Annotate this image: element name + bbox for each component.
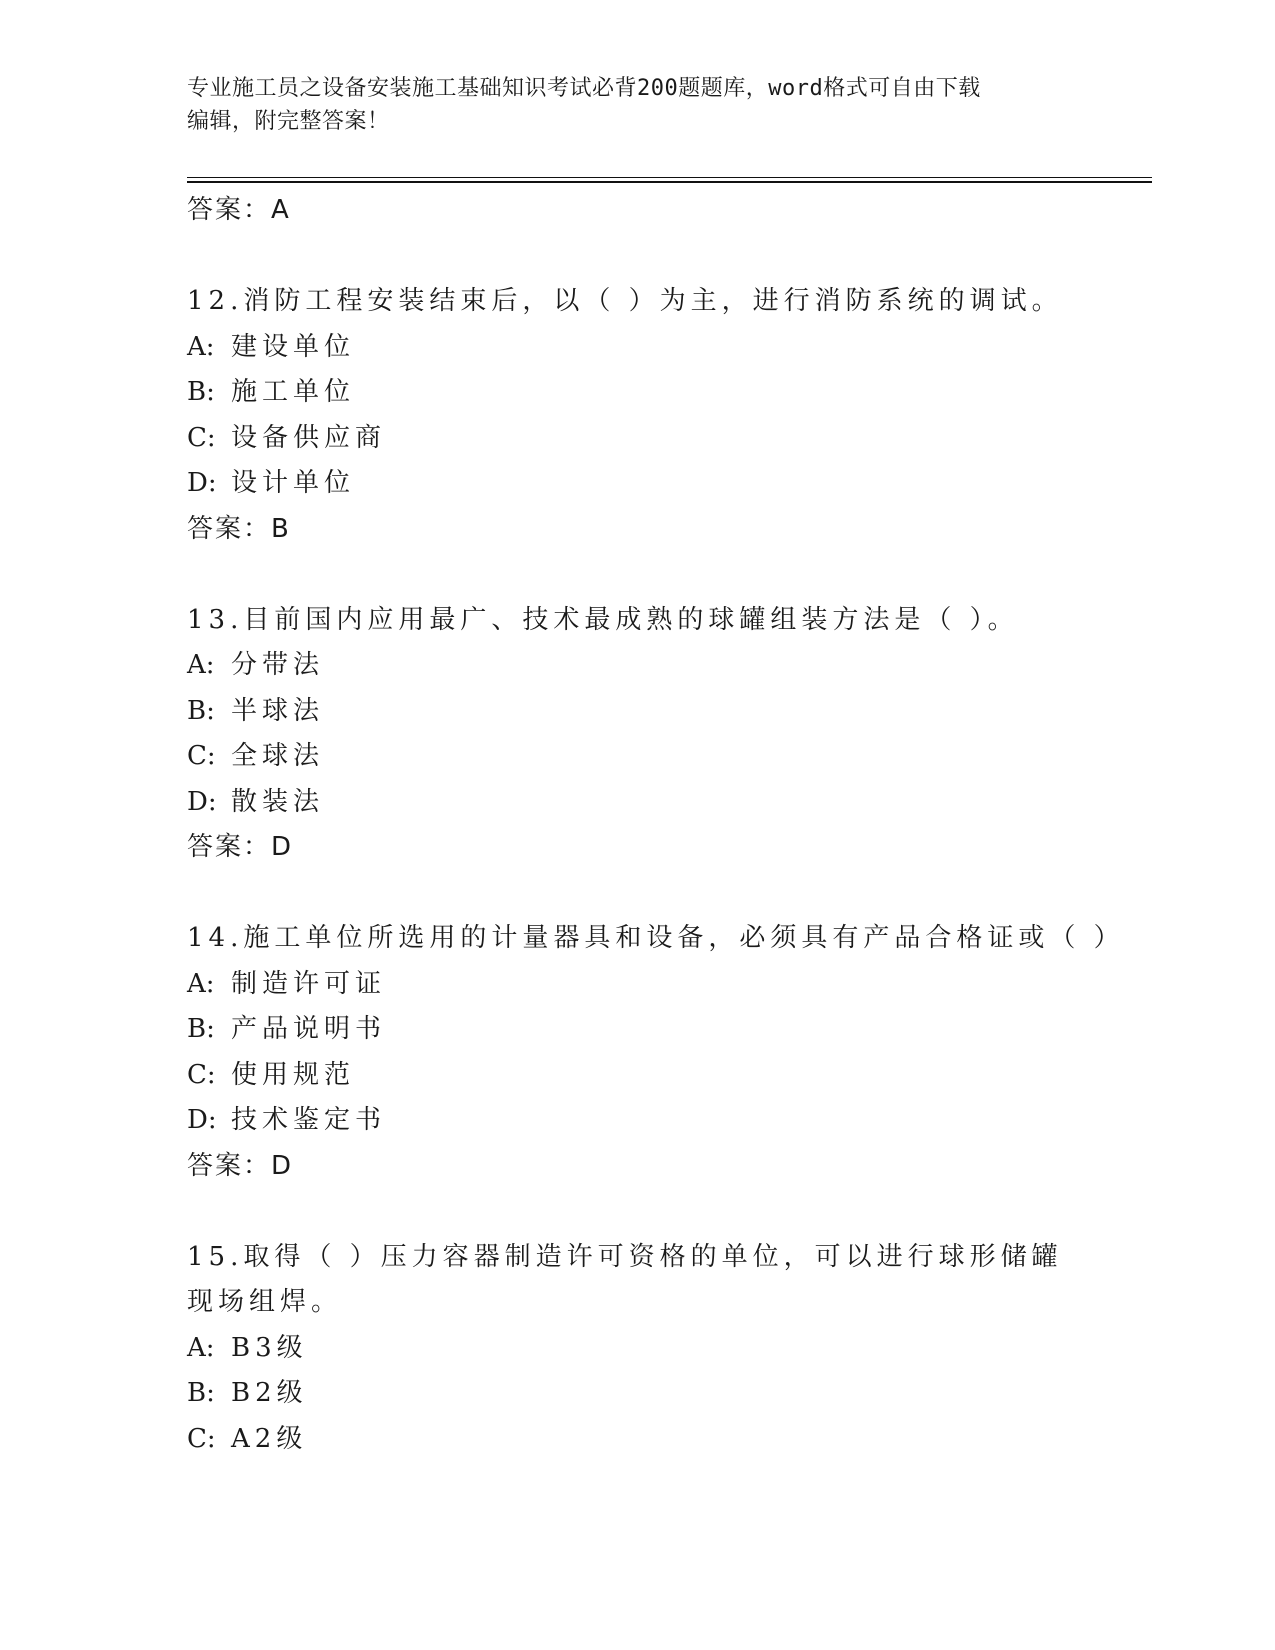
option-b [187, 1371, 1087, 1417]
question-14 [187, 916, 1125, 1189]
option-label: C: [187, 1423, 216, 1454]
question-15 [187, 1235, 1087, 1463]
question-stem: 14.施工单位所选用的计量器具和设备，必须具有产品合格证或（ ） [187, 923, 1125, 953]
question-12 [187, 279, 1087, 552]
document-header [187, 72, 1067, 138]
spacer [187, 552, 1087, 598]
option-text: 产品说明书 [231, 1014, 387, 1044]
option-label: A: [187, 968, 215, 999]
option-text: 半球法 [231, 695, 325, 726]
option-c [187, 416, 1087, 462]
option-text: 建设单位 [231, 331, 356, 362]
question-stem: 13.目前国内应用最广、技术最成熟的球罐组装方法是（ ）。 [187, 604, 1019, 635]
answer-prev: 答案：A [187, 195, 291, 225]
option-a [187, 962, 1087, 1008]
spacer [187, 1189, 1087, 1235]
option-label: C: [187, 1059, 216, 1090]
option-c [187, 1417, 1087, 1463]
header-rule-thick [187, 181, 1152, 183]
option-label: B: [187, 1378, 215, 1408]
option-text: 设计单位 [231, 468, 356, 498]
option-label: A: [187, 650, 215, 680]
option-text: 施工单位 [231, 377, 356, 407]
option-b [187, 689, 1087, 735]
option-label: A: [187, 331, 215, 362]
option-a [187, 643, 1087, 689]
answer: 答案：D [187, 832, 294, 862]
question-list [187, 188, 1125, 1462]
option-text: 使用规范 [231, 1059, 356, 1090]
option-label: B: [187, 695, 215, 726]
option-label: C: [187, 741, 216, 771]
option-d [187, 1098, 1087, 1144]
option-text: 技术鉴定书 [231, 1105, 387, 1135]
option-label: A: [187, 1332, 215, 1363]
option-text: 散装法 [231, 786, 325, 817]
option-c [187, 1053, 1087, 1099]
option-label: D: [187, 1105, 217, 1135]
option-text: 全球法 [231, 741, 325, 771]
question-stem: 12.消防工程安装结束后，以（ ）为主，进行消防系统的调试。 [187, 286, 1063, 316]
option-d [187, 780, 1087, 826]
option-label: D: [187, 468, 217, 498]
header-title-line1: 专业施工员之设备安装施工基础知识考试必背200题题库，word格式可自由下载 [187, 76, 981, 101]
option-text: 分带法 [231, 650, 325, 680]
option-text: B3级 [231, 1332, 308, 1363]
header-title-line2: 编辑，附完整答案！ [187, 109, 390, 134]
answer: 答案：B [187, 513, 291, 544]
option-text: 制造许可证 [231, 968, 387, 999]
option-a [187, 325, 1087, 371]
option-label: B: [187, 1014, 215, 1044]
option-label: B: [187, 377, 215, 407]
question-stem: 15.取得（ ）压力容器制造许可资格的单位，可以进行球形储罐现场组焊。 [187, 1241, 1063, 1317]
option-b [187, 370, 1087, 416]
header-rule-thin [187, 177, 1152, 178]
option-c [187, 734, 1087, 780]
option-a [187, 1326, 1087, 1372]
spacer [187, 234, 1087, 280]
option-text: A2级 [231, 1423, 308, 1454]
option-d [187, 461, 1087, 507]
option-text: 设备供应商 [231, 422, 387, 453]
option-text: B2级 [231, 1378, 308, 1408]
option-label: D: [187, 786, 217, 817]
question-13 [187, 598, 1087, 871]
option-b [187, 1007, 1087, 1053]
spacer [187, 871, 1087, 917]
option-label: C: [187, 422, 216, 453]
answer: 答案：D [187, 1150, 294, 1181]
